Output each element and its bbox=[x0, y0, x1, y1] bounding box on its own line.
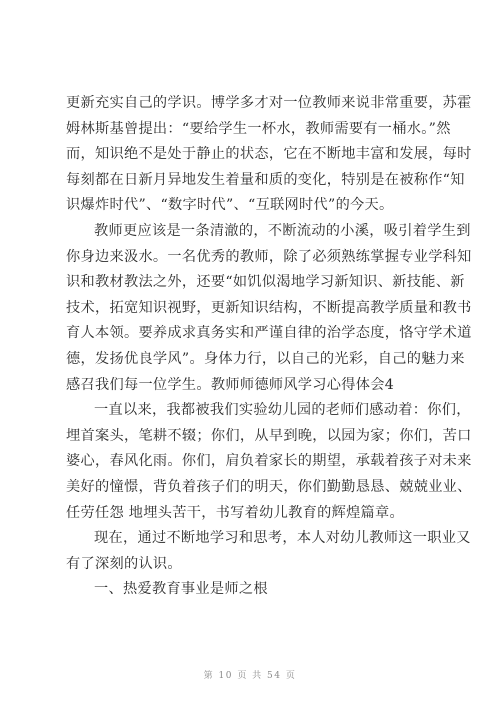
text-line: 识和教材教法之外，还要“如饥似渴地学习新知识、新技能、新 bbox=[66, 274, 465, 291]
text-line: 现在，通过不断地学习和思考，本人对幼儿教师这一职业又 bbox=[94, 530, 471, 547]
text-line: 有了深刻的认识。 bbox=[66, 555, 182, 572]
text-line: 一、热爱教育事业是师之根 bbox=[94, 581, 268, 598]
text-line: 你身边来汲水。一名优秀的教师，除了必须熟练掌握专业学科知 bbox=[66, 248, 472, 265]
text-line: 任劳任怨 地埋头苦干，书写着幼儿教育的辉煌篇章。 bbox=[66, 504, 405, 521]
text-line: 感召我们每一位学生。教师师德师风学习心得体会4 bbox=[66, 376, 395, 393]
text-line: 姆林斯基曾提出：“要给学生一杯水，教师需要有一桶水。”然 bbox=[66, 120, 451, 137]
text-line: 识爆炸时代”、“数字时代”、“互联网时代”的今天。 bbox=[66, 197, 394, 214]
document-body bbox=[66, 91, 472, 603]
text-line: 技术，拓宽知识视野，更新知识结构，不断提高教学质量和教书 bbox=[66, 299, 472, 316]
text-line: 埋首案头，笔耕不辍；你们，从早到晚，以园为家；你们，苦口 bbox=[66, 427, 472, 444]
text-line: 教师更应该是一条清澈的，不断流动的小溪，吸引着学生到 bbox=[94, 222, 471, 239]
text-line: 一直以来，我都被我们实验幼儿园的老师们感动着：你们， bbox=[94, 402, 471, 419]
text-line: 婆心，春风化雨。你们，肩负着家长的期望，承载着孩子对未来 bbox=[66, 453, 472, 470]
text-line: 美好的憧憬，背负着孩子们的明天，你们勤勤恳恳、兢兢业业、 bbox=[66, 478, 472, 495]
text-line: 每刻都在日新月异地发生着量和质的变化，特别是在被称作“知 bbox=[66, 171, 465, 188]
text-line: 德，发扬优良学风”。身体力行，以自己的光彩，自己的魅力来 bbox=[66, 350, 465, 367]
text-line: 而，知识绝不是处于静止的状态，它在不断地丰富和发展，每时 bbox=[66, 146, 472, 163]
page-number-footer: 第 10 页 共 54 页 bbox=[203, 671, 297, 681]
text-line: 育人本领。要养成求真务实和严谨自律的治学态度，恪守学术道 bbox=[66, 325, 472, 342]
text-line: 更新充实自己的学识。博学多才对一位教师来说非常重要，苏霍 bbox=[66, 95, 472, 111]
